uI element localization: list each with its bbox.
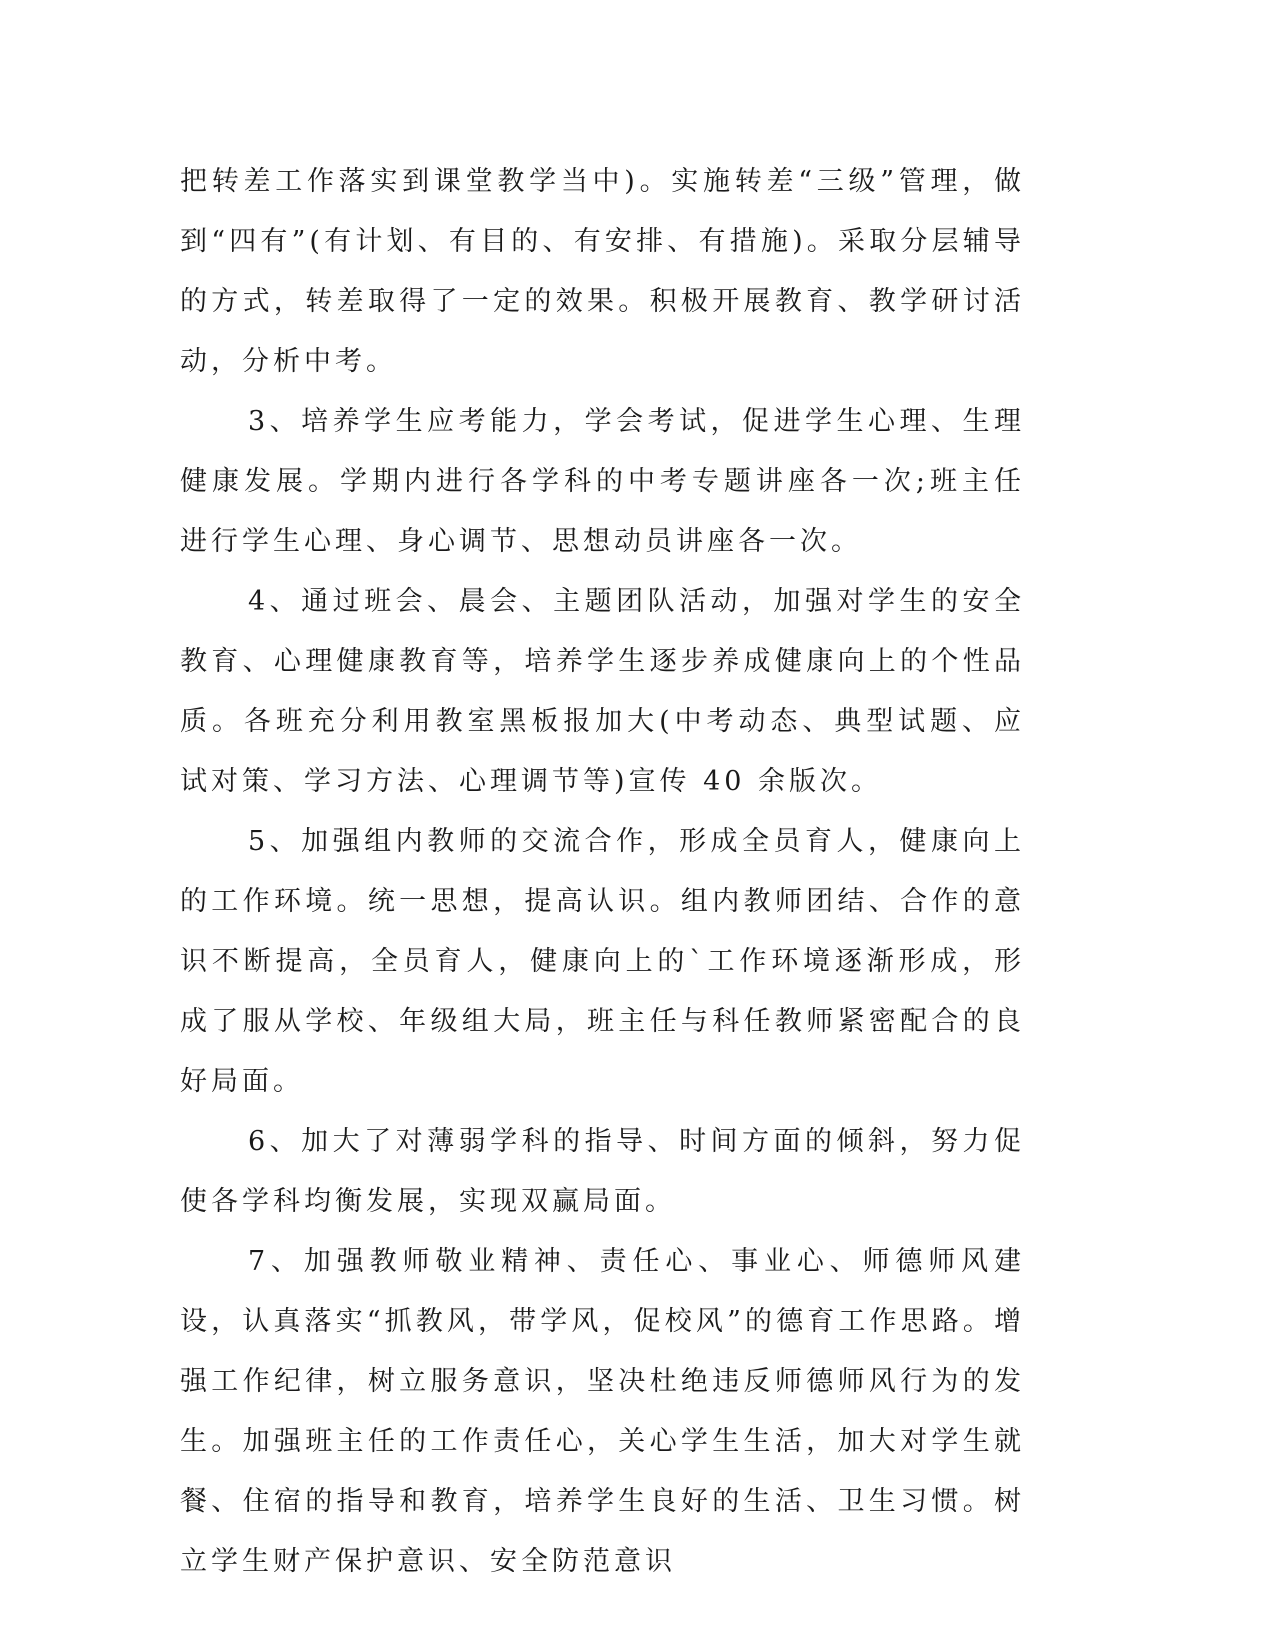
- paragraph-item-3: 3、培养学生应考能力，学会考试，促进学生心理、生理健康发展。学期内进行各学科的中考专题讲座各一次;班主任进行学生心理、身心调节、思想动员讲座各一次。: [180, 406, 1025, 557]
- paragraph-continuation: 把转差工作落实到课堂教学当中)。实施转差“三级”管理，做到“四有”(有计划、有目的、有安排、有措施)。采取分层辅导的方式，转差取得了一定的效果。积极开展教育、教学研讨活动，分析中考。: [180, 166, 1025, 377]
- paragraph-item-4: 4、通过班会、晨会、主题团队活动，加强对学生的安全教育、心理健康教育等，培养学生逐步养成健康向上的个性品质。各班充分利用教室黑板报加大(中考动态、典型试题、应试对策、学习方法、心理调节等)宣传 40 余版次。: [180, 586, 1025, 797]
- paragraph-item-6: 6、加大了对薄弱学科的指导、时间方面的倾斜，努力促使各学科均衡发展，实现双赢局面。: [180, 1126, 1025, 1217]
- paragraph-item-5: 5、加强组内教师的交流合作，形成全员育人，健康向上的工作环境。统一思想，提高认识。组内教师团结、合作的意识不断提高，全员育人，健康向上的`工作环境逐渐形成，形成了服从学校、年级组大局，班主任与科任教师紧密配合的良好局面。: [180, 826, 1025, 1097]
- paragraph-item-7: 7、加强教师敬业精神、责任心、事业心、师德师风建设，认真落实“抓教风，带学风，促校风”的德育工作思路。增强工作纪律，树立服务意识，坚决杜绝违反师德师风行为的发生。加强班主任的工作责任心，关心学生生活，加大对学生就餐、住宿的指导和教育，培养学生良好的生活、卫生习惯。树立学生财产保护意识、安全防范意识: [180, 1246, 1025, 1577]
- document-page: [180, 152, 1025, 1592]
